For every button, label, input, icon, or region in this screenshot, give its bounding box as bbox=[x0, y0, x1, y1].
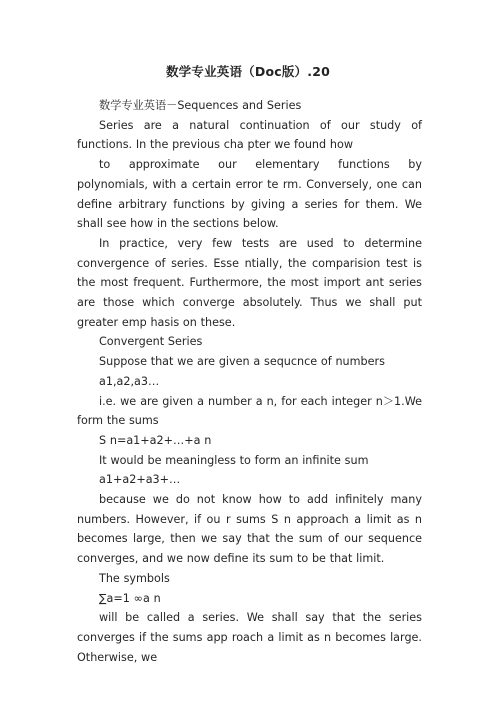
paragraph-subtitle: 数学专业英语－Sequences and Series bbox=[99, 99, 302, 112]
paragraph: Series are a natural continuation of our study of functions. In the previous cha pter we found how bbox=[77, 118, 422, 152]
paragraph: i.e. we are given a number a n, for each integer n＞1.We form the sums bbox=[77, 394, 422, 428]
paragraph: The symbols bbox=[99, 571, 170, 585]
document-title: 数学专业英语（Doc版）.20 bbox=[165, 64, 331, 79]
paragraph: It would be meaningless to form an infinite sum bbox=[99, 453, 369, 467]
paragraph: will be called a series. We shall say that the series converges if the sums app roach a limit as n becomes large. Otherwise, we bbox=[77, 611, 422, 664]
paragraph: to approximate our elementary functions by polynomials, with a certain error te rm. Conversely, one can define arbitrary functions by giving a series for them. We shall see how in the sections below. bbox=[77, 158, 422, 231]
formula-line: a1+a2+a3+… bbox=[99, 473, 181, 487]
paragraph: In practice, very few tests are used to determine convergence of series. Esse ntially, the comparision test is the most frequent. Furthermore, the most import ant series are those which converge absolutely. Thus we shall put greater emp hasis on these. bbox=[77, 236, 422, 329]
formula-line: a1,a2,a3… bbox=[99, 374, 160, 388]
formula-line: S n=a1+a2+…+a n bbox=[99, 433, 212, 447]
formula-line: ∑a=1 ∞a n bbox=[99, 591, 161, 605]
document-body bbox=[77, 96, 422, 667]
paragraph: Suppose that we are given a sequcnce of numbers bbox=[99, 355, 385, 369]
paragraph: because we do not know how to add infinitely many numbers. However, if ou r sums S n approach a limit as n becomes large, then we say that the sum of our sequence converges, and we now define its sum to be that limit. bbox=[77, 493, 422, 566]
section-heading: Convergent Series bbox=[99, 335, 203, 349]
